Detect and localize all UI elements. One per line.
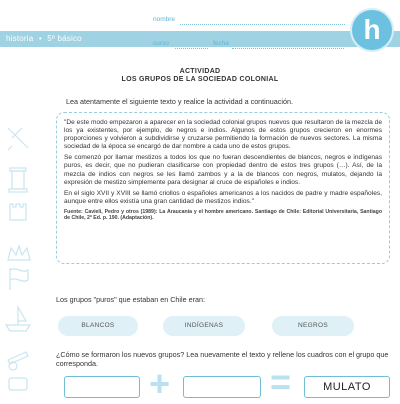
equals-sign: = [270, 361, 292, 402]
scroll-icon [9, 378, 27, 390]
course-field[interactable] [175, 48, 208, 49]
activity-title: ACTIVIDAD [179, 68, 221, 75]
grade-label: 5º básico [47, 34, 82, 43]
answer-box-second-group[interactable] [183, 376, 261, 398]
result-box: MULATO [304, 376, 390, 398]
instruction-text: Lea atentamente el siguiente texto y realice la actividad a continuación. [66, 97, 293, 106]
decorative-icon-strip [0, 120, 36, 395]
reading-paragraph: Se comenzó por llamar mestizos a todos los que no fueran descendientes de blancos, negros e indígenas puros, es decir, que no pudieran clasificarse con propiedad dentro de estos tres grupos (…). Así, de la mezcla de indios con negros se les llamó zambos y a la de blancos con negros, mulatos, dejando la expresión de mestizo simplemente para designar al cruce de españoles e indios. [64, 154, 382, 186]
answer-box-first-group[interactable] [64, 376, 140, 398]
crown-icon [8, 246, 30, 260]
logo-letter: h [363, 14, 381, 45]
course-label: curso [153, 40, 169, 47]
cannon-icon [8, 352, 28, 370]
date-field[interactable] [232, 48, 344, 49]
group-pill-indigenas: INDÍGENAS [163, 316, 245, 336]
ship-icon [6, 307, 30, 331]
subject-label: historia [6, 34, 34, 43]
sword-icon [8, 128, 28, 150]
reading-box [56, 112, 390, 264]
group-pill-negros: NEGROS [272, 316, 354, 336]
reading-paragraph: En el siglo XVII y XVIII se llamó criollos o españoles americanos a los nacidos de padre y madre españoles, aunque entre ellos existía una gran cantidad de mestizos indios." [64, 189, 382, 205]
plus-sign: + [149, 363, 171, 404]
logo-badge [352, 10, 392, 50]
tower-icon [10, 204, 26, 220]
formation-question: ¿Cómo se formaron los nuevos grupos? Lea nuevamente el texto y rellene los cuadros con el grupo que corresponda. [56, 350, 389, 368]
activity-subtitle: LOS GRUPOS DE LA SOCIEDAD COLONIAL [121, 76, 279, 83]
column-icon [9, 168, 27, 192]
groups-question: Los grupos "puros" que estaban en Chile eran: [56, 295, 205, 304]
separator-dot: • [38, 34, 42, 43]
reading-paragraph: "De este modo empezaron a aparecer en la sociedad colonial grupos nuevos que resultaron de la mezcla de los ya existentes, por ejemplo, de negros e indios. Algunos de estos grupos crecieron en enormes proporciones y volvieron a subdividirse y cruzarse permitiendo la formación de nuevos sectores. La misma sociedad de la época se encargó de dar nombre a cada uno de estos grupos. [64, 119, 382, 151]
date-label: fecha [213, 40, 229, 47]
flag-icon [10, 268, 28, 290]
name-field[interactable] [180, 24, 345, 25]
name-label: nombre [153, 16, 176, 23]
group-pill-blancos: BLANCOS [58, 316, 138, 336]
reading-source: Fuente: Cavieli, Pedro y otros (1989): La Araucanía y el hombre americano. Santiago de Chile: Editorial Universitaria, Santiago de Chile, 2ª Ed. p. 190. (Adaptación). [64, 208, 382, 222]
subject-grade-label [6, 31, 82, 47]
